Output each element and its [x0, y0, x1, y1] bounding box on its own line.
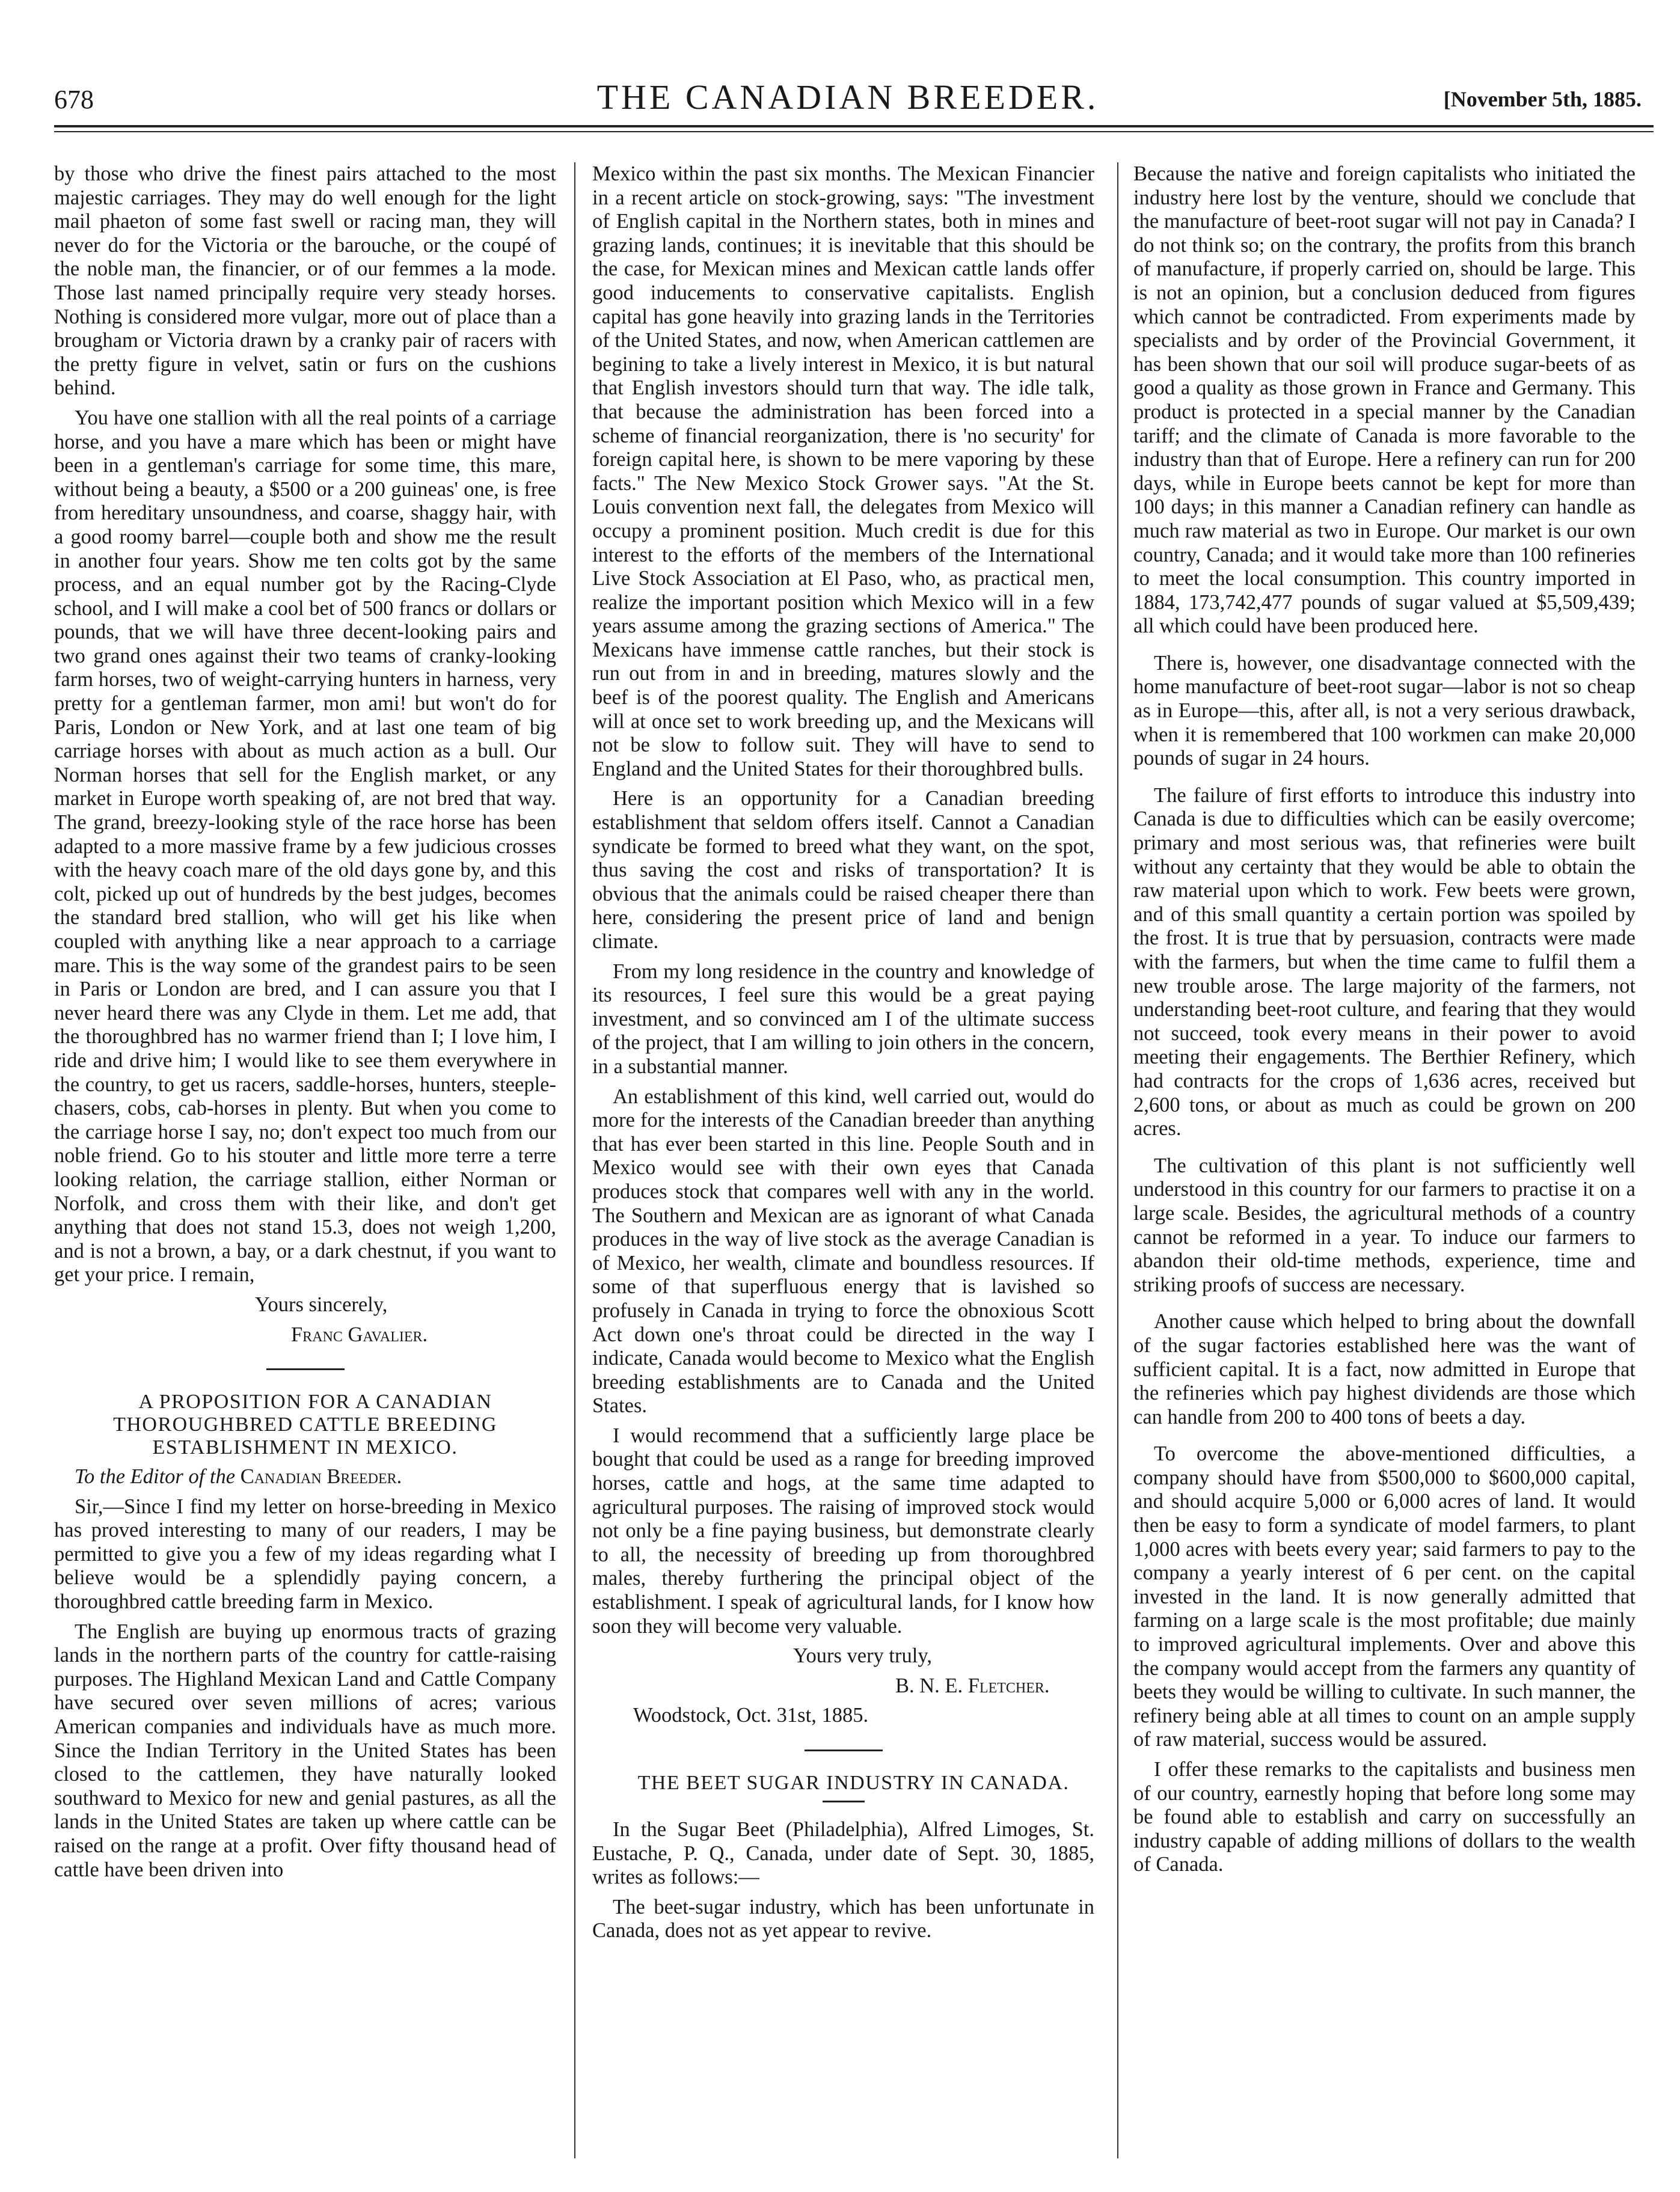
letter-signature: Franc Gavalier. — [291, 1323, 428, 1346]
letter-closing: Yours very truly, — [793, 1644, 932, 1668]
paragraph: I offer these remarks to the capitalists and business men of our country, earnestly hoping that before long some may be found able to establish and carry on successfully an industry capable of adding millions of dollars to the wealth of Canada. — [1133, 1758, 1636, 1876]
salutation-paper: Canadian Breeder. — [240, 1465, 402, 1489]
section-rule — [266, 1368, 345, 1370]
paragraph: by those who drive the finest pairs attached to the most majestic carriages. They may do well enough for the light mail phaeton of some fast swell or racing man, they will never do for the Victoria or the barouche, or the coupé of the noble man, the financier, or of our femmes a la mode. Those last named principally require very steady horses. Nothing is considered more vulgar, more out of place than a brougham or Victoria drawn by a cranky pair of racers with the pretty figure in velvet, satin or furs on the cushions behind. — [54, 162, 556, 400]
paragraph: The cultivation of this plant is not sufficiently well understood in this country for our farmers to practise it on a large scale. Besides, the agricultural methods of a country cannot be reformed in a year. To induce our farmers to abandon their old-time methods, experience, time and striking proofs of success are necessary. — [1133, 1154, 1636, 1296]
journal-title: THE CANADIAN BREEDER. — [596, 78, 1099, 117]
paragraph: In the Sugar Beet (Philadelphia), Alfred Limoges, St. Eustache, P. Q., Canada, under date of Sept. 30, 1885, writes as follows:— — [592, 1818, 1094, 1889]
column-divider-1 — [574, 162, 575, 2158]
paragraph: I would recommend that a sufficiently large place be bought that could be used as a range for breeding improved horses, cattle and hogs, at the same time adapted to agricultural purposes. The raising of improved stock would not only be a fine paying business, but demonstrate clearly to all, the necessity of breeding up from thoroughbred males, thereby furthering the principal object of the establishment. I speak of agricultural lands, for I know how soon they will become very valuable. — [592, 1424, 1094, 1638]
paragraph: To overcome the above-mentioned difficulties, a company should have from $500,000 to $600,000 capital, and should acquire 5,000 or 6,000 acres of land. It would then be easy to form a syndicate of model farmers, to plant 1,000 acres with beets every year; said farmers to pay to the company a yearly interest of 6 per cent. on the capital invested in the land. It is now generally admitted that farming on a large scale is the most profitable; due mainly to improved agricultural implements. Over and above this the company would accept from the farmers any quantity of beets they would be willing to cultivate. In such manner, the refinery being able at all times to count on an ample supply of raw material, success would be assured. — [1133, 1442, 1636, 1751]
paragraph: Here is an opportunity for a Canadian breeding establishment that seldom offers itself. Cannot a Canadian syndicate be formed to breed what they want, on the spot, thus saving the cost and risks of transportation? It is obvious that the animals could be raised cheaper there than here, considering the present price of land and benign climate. — [592, 787, 1094, 953]
issue-date: [November 5th, 1885. — [1443, 87, 1642, 111]
column-3 — [1133, 162, 1636, 2164]
salutation-prefix: To the Editor of the — [75, 1465, 241, 1489]
paragraph: Mexico within the past six months. The Mexican Financier in a recent article on stock-growing, says: "The investment of English capital in the Northern states, both in mines and grazing lands, continues; it is inevitable that this should be the case, for Mexican mines and Mexican cattle lands offer good inducements to conservative capitalists. English capital has gone heavily into grazing lands in the Territories of the United States, and now, when American cattlemen are begining to take a lively interest in Mexico, it is but natural that English investors should turn that way. The idle talk, that because the administration has been forced into a scheme of financial reorganization, there is 'no security' for foreign capital here, is shown to be mere vaporing by these facts." The New Mexico Stock Grower says. "At the St. Louis convention next fall, the delegates from Mexico will occupy a prominent position. Much credit is due for this interest to the efforts of the members of the International Live Stock Association at El Paso, who, as practical men, realize the important position which Mexico will in a few years assume among the grazing sections of America." The Mexicans have immense cattle ranches, but their stock is run out from in and in breeding, matures slowly and the beef is of the poorest quality. The English and Americans will at once set to work breeding up, and the Mexicans will not be slow to follow suit. They will have to send to England and the United States for their thoroughbred bulls. — [592, 162, 1094, 780]
letter-signature: B. N. E. Fletcher. — [895, 1674, 1050, 1697]
paragraph: The failure of first efforts to introduce this industry into Canada is due to difficulties which can be easily overcome; primary and most serious was, that refineries were built without any certainty that they would be able to obtain the raw material upon which to work. Few beets were grown, and of this small quantity a certain portion was spoiled by the frost. It is true that by persuasion, contracts were made with the farmers, but when the time came to fulfil them a new trouble arose. The large majority of the farmers, not understanding beet-root culture, and fearing that they would not succeed, took every means in their power to avoid meeting their engagements. The Berthier Refinery, which had contracts for the crops of 1,636 acres, received but 2,600 tons, or about as much as could be grown on 200 acres. — [1133, 783, 1636, 1140]
column-2 — [592, 162, 1094, 2164]
paragraph: Because the native and foreign capitalists who initiated the industry here lost by the venture, should we conclude that the manufacture of beet-root sugar will not pay in Canada? I do not think so; on the contrary, the profits from this branch of manufacture, if properly carried on, should be large. This is not an opinion, but a conclusion deduced from figures which cannot be contradicted. From experiments made by specialists and by order of the Provincial Government, it has been shown that our soil will produce sugar-beets of as good a quality as those grown in France and Germany. This product is protected in a special manner by the Canadian tariff; and the climate of Canada is more favorable to the industry than that of Europe. Here a refinery can run for 200 days, while in Europe beets cannot be kept for more than 100 days; in this manner a Canadian refinery can handle as much raw material as two in Europe. Our market is our own country, Canada; and it would take more than 100 refineries to meet the local consumption. This country imported in 1884, 173,742,477 pounds of sugar valued at $5,509,439; all which could have been produced here. — [1133, 162, 1636, 638]
page-number: 678 — [54, 85, 94, 114]
paragraph: Sir,—Since I find my letter on horse-breeding in Mexico has proved interesting to many of our readers, I may be permitted to give you a few of my ideas regarding what I believe would be a splendidly paying concern, a thoroughbred cattle breeding farm in Mexico. — [54, 1495, 556, 1614]
paragraph: From my long residence in the country and knowledge of its resources, I feel sure this would be a great paying investment, and so convinced am I of the ultimate success of the project, that I am willing to join others in the concern, in a substantial manner. — [592, 960, 1094, 1078]
header-rule-thin — [54, 131, 1654, 132]
page-header — [54, 77, 1642, 125]
column-divider-2 — [1117, 162, 1118, 2158]
letter-place-date: Woodstock, Oct. 31st, 1885. — [633, 1704, 869, 1727]
paragraph: There is, however, one disadvantage connected with the home manufacture of beet-root sugar—labor is not so cheap as in Europe—this, after all, is not a very serious drawback, when it is remembered that 100 workmen can make 20,000 pounds of sugar in 24 hours. — [1133, 651, 1636, 770]
paragraph: You have one stallion with all the real points of a carriage horse, and you have a mare which has been or might have been in a gentleman's carriage for some time, this mare, without being a beauty, a $500 or a 200 guineas' one, is free from hereditary unsoundness, and coarse, shaggy hair, with a good roomy barrel—couple both and show me the result in another four years. Show me ten colts got by the same process, and an equal number got by the Racing-Clyde school, and I will make a cool bet of 500 francs or dollars or pounds, that we will have three decent-looking pairs and two grand ones against their two teams of cranky-looking farm horses, two of weight-carrying hunters in harness, very pretty for a gentleman farmer, mon ami! but won't do for Paris, London or New York, and at last one team of big carriage horses with about as much action as a bull. Our Norman horses that sell for the English market, or any market in Europe worth speaking of, are not bred that way. The grand, breezy-looking style of the race horse has been adapted to a more massive frame by a few judicious crosses with the heavy coach mare of the old days gone by, and this colt, picked up out of hundreds by the best judges, becomes the standard bred stallion, who will get his like when coupled with anything like a near approach to a carriage mare. This is the way some of the grandest pairs to be seen in Paris or London are bred, and I can assure you that I never heard there was any Clyde in them. Let me add, that the thoroughbred has no warmer friend than I; I love him, I ride and drive him; I would like to see them everywhere in the country, to get us racers, saddle-horses, hunters, steeple-chasers, cobs, cab-horses in plenty. But when you come to the carriage horse I say, no; don't expect too much from our noble friend. Go to his stouter and little more terre a terre looking relation, the carriage stallion, either Norman or Norfolk, and cross them with their like, and don't get anything that does not stand 15.3, does not weigh 1,200, and is not a brown, a bay, or a dark chestnut, if you want to get your price. I remain, — [54, 406, 556, 1287]
column-1 — [54, 162, 556, 2164]
title-rule — [823, 1801, 865, 1802]
paragraph: An establishment of this kind, well carried out, would do more for the interests of the Canadian breeder than anything that has ever been started in this line. People South and in Mexico would see with their own eyes that Canada produces stock that compares well with any in the world. The Southern and Mexican are as ignorant of what Canada produces in the way of live stock as the average Canadian is of Mexico, her wealth, climate and boundless resources. If some of that superfluous energy that is lavished so profusely in Canada in trying to force the obnoxious Scott Act down one's throat could be directed in the way I indicate, Canada would become to Mexico what the English breeding establishments are to Canada and the United States. — [592, 1085, 1094, 1418]
paragraph: The beet-sugar industry, which has been unfortunate in Canada, does not as yet appear to revive. — [592, 1895, 1094, 1942]
paragraph: Another cause which helped to bring about the downfall of the sugar factories established here was the want of sufficient capital. It is a fact, now admitted in Europe that the refineries which pay highest dividends are those which can handle from 200 to 400 tons of beets a day. — [1133, 1310, 1636, 1428]
editor-salutation — [54, 1465, 556, 1489]
article-title: THE BEET SUGAR INDUSTRY IN CANADA. — [637, 1772, 1070, 1794]
letter-closing: Yours sincerely, — [255, 1293, 388, 1316]
header-rule-thick — [54, 125, 1654, 127]
section-rule — [805, 1750, 883, 1751]
article-title: A PROPOSITION FOR A CANADIAN THOROUGHBRED CATTLE BREEDING ESTABLISHMENT IN MEXICO. — [113, 1391, 497, 1459]
paragraph: The English are buying up enormous tracts of grazing lands in the northern parts of the country for cattle-raising purposes. The Highland Mexican Land and Cattle Company have secured over seven millions of acres; various American companies and individuals have as much more. Since the Indian Territory in the United States has been closed to the cattlemen, they have naturally looked southward to Mexico for new and genial pastures, as all the lands in the United States are taken up where cattle can be raised on the range at a profit. Over fifty thousand head of cattle have been driven into — [54, 1620, 556, 1881]
